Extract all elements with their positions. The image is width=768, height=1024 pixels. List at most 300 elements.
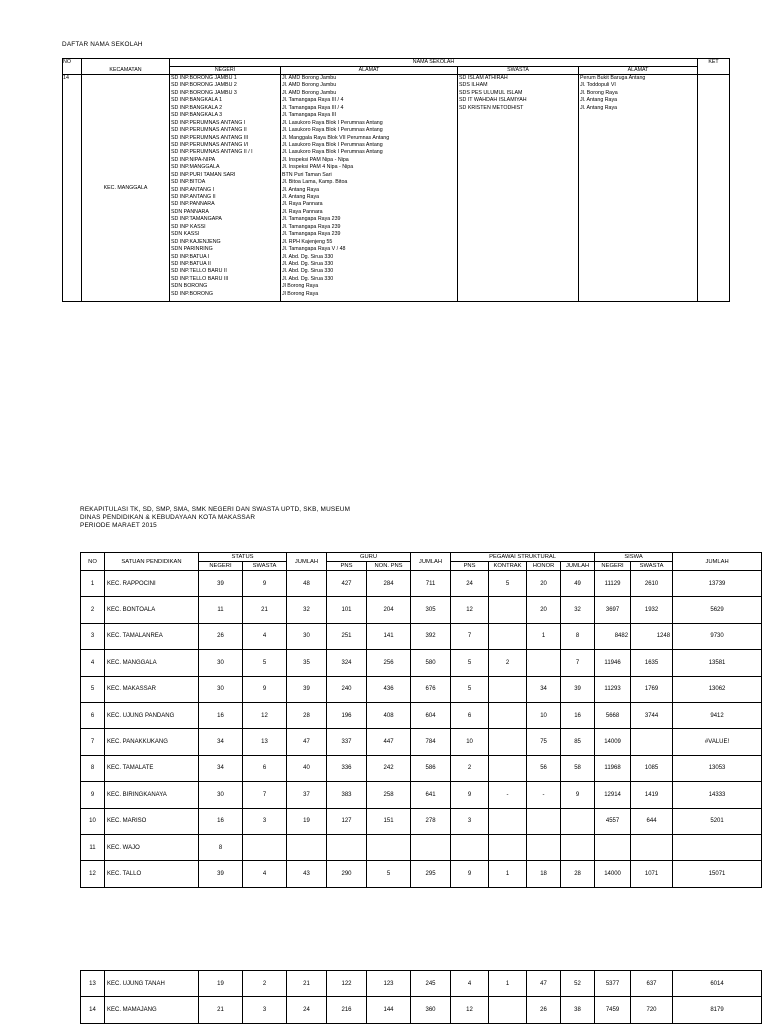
header-peg-pns: PNS <box>451 562 489 571</box>
status-negeri: 39 <box>199 861 243 887</box>
siswa-jumlah: 9412 <box>673 702 762 728</box>
pegawai-honor: 20 <box>527 597 561 623</box>
pegawai-kontrak <box>489 597 527 623</box>
header-peg-jumlah: JUMLAH <box>561 562 595 571</box>
guru-non-pns: 141 <box>367 623 411 649</box>
guru-non-pns: 204 <box>367 597 411 623</box>
siswa-swasta: 720 <box>631 997 673 1023</box>
row-no: 4 <box>81 650 105 676</box>
guru-jumlah <box>411 834 451 860</box>
pegawai-honor: - <box>527 782 561 808</box>
pegawai-kontrak: 5 <box>489 571 527 597</box>
header-siswa: SISWA <box>595 553 673 562</box>
negeri-address-item: Jl Borong Raya <box>282 290 319 297</box>
pegawai-kontrak <box>489 834 527 860</box>
negeri-address-item: Jl. RPH Kajenjeng 55 <box>282 238 333 245</box>
status-swasta <box>243 834 287 860</box>
negeri-school-item: SD INP.NIPA-NIPA <box>171 156 216 163</box>
negeri-school-item: SD INP.BATUA II <box>171 260 211 267</box>
header-guru-non-pns: NON. PNS <box>367 562 411 571</box>
guru-jumlah: 305 <box>411 597 451 623</box>
guru-pns: 251 <box>327 623 367 649</box>
negeri-address-item: Jl. Abd. Dg. Sirua 330 <box>282 275 334 282</box>
pegawai-honor <box>527 834 561 860</box>
negeri-school-item: SD INP.BANGKALA 1 <box>171 97 223 104</box>
status-negeri: 30 <box>199 676 243 702</box>
header-guru-pns: PNS <box>327 562 367 571</box>
ket-cell <box>698 75 730 302</box>
pegawai-kontrak: 1 <box>489 971 527 997</box>
swasta-address-item: Jl. Borong Raya <box>580 89 618 96</box>
negeri-address-item: Jl. AMD Borong Jambu <box>282 82 337 89</box>
pegawai-jumlah: 28 <box>561 861 595 887</box>
table-row <box>81 834 762 860</box>
siswa-negeri: 11293 <box>595 676 631 702</box>
table-row <box>81 971 762 997</box>
negeri-school-item: SD INP.PERUMNAS ANTANG I <box>171 119 246 126</box>
guru-jumlah: 245 <box>411 971 451 997</box>
pegawai-pns: 5 <box>451 676 489 702</box>
guru-jumlah: 586 <box>411 755 451 781</box>
recap-table <box>80 552 762 888</box>
row-no: 6 <box>81 702 105 728</box>
siswa-negeri: 11968 <box>595 755 631 781</box>
table-row <box>81 808 762 834</box>
status-jumlah: 19 <box>287 808 327 834</box>
row-no: 12 <box>81 861 105 887</box>
guru-pns: 101 <box>327 597 367 623</box>
negeri-school-item: SD INP.ANTANG II <box>171 194 216 200</box>
pegawai-jumlah: 49 <box>561 571 595 597</box>
school-unit-name: KEC. TAMALATE <box>105 755 199 781</box>
guru-jumlah: 604 <box>411 702 451 728</box>
negeri-school-item: SD INP.PERUMNAS ANTANG II <box>171 127 247 134</box>
status-swasta: 9 <box>243 676 287 702</box>
swasta-school-item: SD ISLAM ATHIRAH <box>459 75 508 81</box>
recap-table-continued <box>80 970 762 1024</box>
guru-non-pns: 258 <box>367 782 411 808</box>
negeri-address-item: Jl. Inspeksi PAM 4 Nipa - Nipa <box>282 164 354 171</box>
siswa-negeri: 4557 <box>595 808 631 834</box>
siswa-jumlah: 14333 <box>673 782 762 808</box>
status-negeri: 39 <box>199 571 243 597</box>
negeri-school-item: SD INP.BORONG JAMBU 1 <box>171 75 237 81</box>
guru-jumlah: 580 <box>411 650 451 676</box>
guru-non-pns <box>367 834 411 860</box>
header-nama-sekolah: NAMA SEKOLAH <box>170 59 698 67</box>
row-no: 3 <box>81 623 105 649</box>
table1-title: DAFTAR NAMA SEKOLAH <box>62 41 143 48</box>
negeri-address-item: Jl. Tamangapa Raya 239 <box>282 216 341 223</box>
negeri-school-item: SD INP.BANGKALA 2 <box>171 104 223 111</box>
status-jumlah: 43 <box>287 861 327 887</box>
pegawai-honor: 20 <box>527 571 561 597</box>
siswa-jumlah: 15071 <box>673 861 762 887</box>
siswa-swasta: 1769 <box>631 676 673 702</box>
status-swasta: 21 <box>243 597 287 623</box>
status-negeri: 34 <box>199 729 243 755</box>
school-unit-name: KEC. WAJO <box>105 834 199 860</box>
negeri-school-list <box>170 75 281 302</box>
swasta-school-list <box>458 75 579 302</box>
table-row <box>81 755 762 781</box>
pegawai-kontrak <box>489 997 527 1023</box>
guru-pns: 216 <box>327 997 367 1023</box>
header-siswa-jumlah: JUMLAH <box>673 553 762 571</box>
negeri-school-item: SD INP.BORONG JAMBU 3 <box>171 89 237 96</box>
pegawai-pns: 12 <box>451 997 489 1023</box>
negeri-school-item: SD INP.BORONG <box>171 290 213 297</box>
siswa-jumlah: 13739 <box>673 571 762 597</box>
title-line-2: DINAS PENDIDIKAN & KEBUDAYAAN KOTA MAKASSAR <box>80 514 256 521</box>
header-kecamatan: KECAMATAN <box>82 67 170 75</box>
pegawai-jumlah: 9 <box>561 782 595 808</box>
siswa-jumlah: 5629 <box>673 597 762 623</box>
siswa-jumlah: 5201 <box>673 808 762 834</box>
negeri-address-item: Jl. Tamangapa Raya 239 <box>282 223 341 230</box>
guru-pns: 290 <box>327 861 367 887</box>
pegawai-pns: 6 <box>451 702 489 728</box>
header-no: NO <box>81 553 105 571</box>
pegawai-honor <box>527 808 561 834</box>
status-swasta: 3 <box>243 808 287 834</box>
row-no: 11 <box>81 834 105 860</box>
siswa-negeri: 3697 <box>595 597 631 623</box>
school-unit-name: KEC. BIRINGKANAYA <box>105 782 199 808</box>
siswa-jumlah <box>673 834 762 860</box>
school-unit-name: KEC. TAMALANREA <box>105 623 199 649</box>
siswa-negeri: 14000 <box>595 861 631 887</box>
negeri-school-item: SD INP.BORONG JAMBU 2 <box>171 82 237 89</box>
row-no: 9 <box>81 782 105 808</box>
guru-pns: 196 <box>327 702 367 728</box>
negeri-address-item: Jl. Manggala Raya Blok VII Perumnas Antang <box>282 134 390 141</box>
siswa-negeri: 11129 <box>595 571 631 597</box>
negeri-school-item: SD INP.TAMANGAPA <box>171 216 222 223</box>
siswa-swasta <box>631 729 673 755</box>
row-no: 10 <box>81 808 105 834</box>
swasta-school-item: SD IT WAHDAH ISLAMIYAH <box>459 97 527 104</box>
pegawai-honor: 18 <box>527 861 561 887</box>
header-alamat-negeri: ALAMAT <box>281 67 458 75</box>
status-swasta: 2 <box>243 971 287 997</box>
row-no: 5 <box>81 676 105 702</box>
siswa-swasta: 3744 <box>631 702 673 728</box>
pegawai-jumlah: 52 <box>561 971 595 997</box>
guru-non-pns: 144 <box>367 997 411 1023</box>
table-row <box>81 676 762 702</box>
status-negeri: 30 <box>199 782 243 808</box>
row-no: 1 <box>81 571 105 597</box>
negeri-school-item: SD INP KASSI <box>171 223 206 230</box>
table-row <box>81 861 762 887</box>
table-row <box>81 997 762 1023</box>
school-unit-name: KEC. PANAKKUKANG <box>105 729 199 755</box>
negeri-address-item: Jl. Tamangapa Raya III / 4 <box>282 97 344 104</box>
pegawai-jumlah <box>561 808 595 834</box>
pegawai-kontrak <box>489 702 527 728</box>
pegawai-honor: 34 <box>527 676 561 702</box>
siswa-negeri: 11946 <box>595 650 631 676</box>
pegawai-pns: 2 <box>451 755 489 781</box>
status-jumlah: 35 <box>287 650 327 676</box>
siswa-negeri <box>595 834 631 860</box>
status-swasta: 3 <box>243 997 287 1023</box>
header-status-negeri: NEGERI <box>199 562 243 571</box>
pegawai-honor: 56 <box>527 755 561 781</box>
pegawai-kontrak <box>489 808 527 834</box>
table-row <box>81 782 762 808</box>
table-row <box>81 650 762 676</box>
status-swasta: 9 <box>243 571 287 597</box>
siswa-swasta: 1085 <box>631 755 673 781</box>
negeri-school-item: SD INP.KAJENJENG <box>171 238 221 245</box>
pegawai-jumlah: 7 <box>561 650 595 676</box>
negeri-address-item: Jl. Abd. Dg. Sirua 330 <box>282 253 334 260</box>
negeri-school-item: SD INP.PERUMNAS ANTANG III <box>171 134 249 141</box>
negeri-school-item: SDN KASSI <box>171 231 200 238</box>
status-jumlah: 48 <box>287 571 327 597</box>
guru-jumlah: 295 <box>411 861 451 887</box>
siswa-negeri: 14009 <box>595 729 631 755</box>
status-jumlah: 40 <box>287 755 327 781</box>
status-jumlah: 47 <box>287 729 327 755</box>
swasta-school-item: SDS ILHAM <box>459 82 488 89</box>
status-jumlah: 32 <box>287 597 327 623</box>
swasta-address-list <box>579 75 698 302</box>
header-status: STATUS <box>199 553 287 562</box>
pegawai-jumlah: 38 <box>561 997 595 1023</box>
pegawai-jumlah: 39 <box>561 676 595 702</box>
negeri-address-item: Jl. Raya Pannara <box>282 201 323 208</box>
siswa-negeri: 7459 <box>595 997 631 1023</box>
negeri-address-item: Jl. AMD Borong Jambu <box>282 89 337 96</box>
guru-non-pns: 408 <box>367 702 411 728</box>
guru-non-pns: 242 <box>367 755 411 781</box>
header-guru: GURU <box>327 553 411 562</box>
pegawai-jumlah: 32 <box>561 597 595 623</box>
row-no: 14 <box>63 75 82 302</box>
guru-jumlah: 392 <box>411 623 451 649</box>
guru-jumlah: 360 <box>411 997 451 1023</box>
table-row <box>81 597 762 623</box>
school-unit-name: KEC. TALLO <box>105 861 199 887</box>
siswa-jumlah: 6014 <box>673 971 762 997</box>
status-swasta: 5 <box>243 650 287 676</box>
table-row <box>81 571 762 597</box>
pegawai-kontrak <box>489 729 527 755</box>
siswa-jumlah: #VALUE! <box>673 729 762 755</box>
negeri-address-item: Jl. Abd. Dg. Sirua 330 <box>282 268 334 275</box>
status-jumlah: 37 <box>287 782 327 808</box>
negeri-address-item: Jl. Raya Pannara <box>282 208 323 215</box>
pegawai-pns: 24 <box>451 571 489 597</box>
negeri-school-item: SD INP.PANNARA <box>171 201 215 208</box>
header-siswa-negeri: NEGERI <box>595 562 631 571</box>
guru-pns: 427 <box>327 571 367 597</box>
negeri-school-item: SD INP.PERUMNAS ANTANG II / I <box>171 149 253 156</box>
siswa-swasta: 644 <box>631 808 673 834</box>
guru-pns: 240 <box>327 676 367 702</box>
siswa-swasta: 1071 <box>631 861 673 887</box>
status-swasta: 12 <box>243 702 287 728</box>
negeri-school-item: SD INP.ANTANG I <box>171 186 215 193</box>
pegawai-jumlah <box>561 834 595 860</box>
guru-jumlah: 278 <box>411 808 451 834</box>
header-alamat-swasta: ALAMAT <box>579 67 698 75</box>
guru-pns: 127 <box>327 808 367 834</box>
siswa-negeri: 8482 <box>595 623 631 649</box>
negeri-school-item: SD INP.BITOA <box>171 179 206 186</box>
status-jumlah: 39 <box>287 676 327 702</box>
header-jumlah: JUMLAH <box>287 553 327 571</box>
swasta-address-item: Perum Bukit Baruga Antang <box>580 75 646 81</box>
guru-non-pns: 256 <box>367 650 411 676</box>
row-no: 14 <box>81 997 105 1023</box>
negeri-address-item: Jl. AMD Borong Jambu <box>282 75 337 81</box>
header-ket: KET <box>698 59 730 67</box>
guru-non-pns: 123 <box>367 971 411 997</box>
siswa-swasta: 2610 <box>631 571 673 597</box>
negeri-school-item: SD INP.BANGKALA 3 <box>171 112 223 119</box>
pegawai-jumlah: 16 <box>561 702 595 728</box>
status-negeri: 21 <box>199 997 243 1023</box>
pegawai-kontrak <box>489 676 527 702</box>
siswa-swasta <box>631 834 673 860</box>
pegawai-jumlah: 85 <box>561 729 595 755</box>
status-negeri: 30 <box>199 650 243 676</box>
status-jumlah: 30 <box>287 623 327 649</box>
negeri-address-item: Jl. Tamangapa Raya 239 <box>282 231 341 238</box>
guru-pns: 324 <box>327 650 367 676</box>
title-line-3: PERIODE MARAET 2015 <box>80 522 157 529</box>
school-unit-name: KEC. UJUNG PANDANG <box>105 702 199 728</box>
header-satuan: SATUAN PENDIDIKAN <box>105 553 199 571</box>
negeri-address-item: Jl. Inspeksi PAM Nipa - Nipa <box>282 156 349 163</box>
status-swasta: 13 <box>243 729 287 755</box>
row-no: 7 <box>81 729 105 755</box>
negeri-address-item: Jl. Lasukoro Raya Blok I Perumnas Antang <box>282 127 383 134</box>
pegawai-honor <box>527 650 561 676</box>
negeri-school-item: SD INP.MANGGALA <box>171 164 220 171</box>
pegawai-honor: 1 <box>527 623 561 649</box>
status-jumlah: 24 <box>287 997 327 1023</box>
negeri-address-item: Jl. Lasukoro Raya Blok I Perumnas Antang <box>282 119 383 126</box>
header-negeri: NEGERI <box>170 67 281 75</box>
negeri-school-item: SDN PARINRING <box>171 246 213 253</box>
pegawai-honor: 47 <box>527 971 561 997</box>
header-honor: HONOR <box>527 562 561 571</box>
table-row <box>81 623 762 649</box>
guru-jumlah: 784 <box>411 729 451 755</box>
title-line-1: REKAPITULASI TK, SD, SMP, SMA, SMK NEGERI DAN SWASTA UPTD, SKB, MUSEUM <box>80 506 351 513</box>
negeri-address-item: Jl. Tamangapa Raya III / 4 <box>282 104 344 111</box>
header-siswa-swasta: SWASTA <box>631 562 673 571</box>
guru-non-pns: 447 <box>367 729 411 755</box>
school-unit-name: KEC. BONTOALA <box>105 597 199 623</box>
pegawai-kontrak <box>489 623 527 649</box>
siswa-swasta: 1932 <box>631 597 673 623</box>
pegawai-pns: 5 <box>451 650 489 676</box>
pegawai-kontrak <box>489 755 527 781</box>
guru-non-pns: 5 <box>367 861 411 887</box>
siswa-jumlah: 13581 <box>673 650 762 676</box>
pegawai-pns: 3 <box>451 808 489 834</box>
status-jumlah: 21 <box>287 971 327 997</box>
negeri-address-item: Jl. Lasukoro Raya Blok I Perumnas Antang <box>282 149 383 156</box>
school-list-table <box>62 58 730 302</box>
swasta-address-item: Jl. Antang Raya <box>580 97 618 104</box>
table-row <box>81 702 762 728</box>
guru-pns: 336 <box>327 755 367 781</box>
pegawai-pns: 10 <box>451 729 489 755</box>
negeri-school-item: SD INP.BATUA I <box>171 253 210 260</box>
guru-jumlah: 641 <box>411 782 451 808</box>
siswa-negeri: 5377 <box>595 971 631 997</box>
table-row <box>81 729 762 755</box>
pegawai-honor: 75 <box>527 729 561 755</box>
siswa-negeri: 12914 <box>595 782 631 808</box>
negeri-address-item: Jl. Lasukoro Raya Blok I Perumnas Antang <box>282 141 383 148</box>
guru-pns <box>327 834 367 860</box>
table2-title <box>80 506 350 530</box>
guru-non-pns: 284 <box>367 571 411 597</box>
negeri-school-item: SDN BORONG <box>171 283 208 290</box>
negeri-school-item: SD INP.TELLO BARU II <box>171 268 227 275</box>
siswa-swasta: 1248 <box>631 623 673 649</box>
school-unit-name: KEC. MARISO <box>105 808 199 834</box>
pegawai-kontrak: 1 <box>489 861 527 887</box>
status-swasta: 4 <box>243 623 287 649</box>
negeri-address-item: Jl. Antang Raya <box>282 186 320 193</box>
guru-jumlah: 711 <box>411 571 451 597</box>
status-swasta: 7 <box>243 782 287 808</box>
header-no: NO <box>63 59 82 67</box>
siswa-jumlah: 8179 <box>673 997 762 1023</box>
negeri-address-item: BTN Puri Taman Sari <box>282 171 332 178</box>
row-no: 13 <box>81 971 105 997</box>
status-swasta: 4 <box>243 861 287 887</box>
siswa-jumlah: 13062 <box>673 676 762 702</box>
negeri-school-item: SDN PANNARA <box>171 208 209 215</box>
negeri-address-list <box>281 75 458 302</box>
status-negeri: 16 <box>199 702 243 728</box>
kecamatan-cell: KEC. MANGGALA <box>82 75 170 302</box>
guru-non-pns: 151 <box>367 808 411 834</box>
pegawai-pns <box>451 834 489 860</box>
pegawai-jumlah: 8 <box>561 623 595 649</box>
school-unit-name: KEC. MAMAJANG <box>105 997 199 1023</box>
swasta-address-item: Jl. Antang Raya <box>580 104 618 111</box>
negeri-school-item: SD INP.TELLO BARU III <box>171 275 229 282</box>
pegawai-pns: 9 <box>451 782 489 808</box>
status-swasta: 6 <box>243 755 287 781</box>
pegawai-pns: 9 <box>451 861 489 887</box>
school-unit-name: KEC. MAKASSAR <box>105 676 199 702</box>
negeri-address-item: Jl. Antang Raya <box>282 194 320 200</box>
row-no: 8 <box>81 755 105 781</box>
swasta-school-item: SDS PES ULUMUL ISLAM <box>459 89 523 96</box>
negeri-school-item: SD INP.PERUMNAS ANTANG I/I <box>171 141 249 148</box>
negeri-address-item: Jl Borong Raya <box>282 283 319 290</box>
pegawai-honor: 26 <box>527 997 561 1023</box>
status-negeri: 11 <box>199 597 243 623</box>
negeri-school-item: SD INP.PURI TAMAN SARI <box>171 171 236 178</box>
row-no: 2 <box>81 597 105 623</box>
guru-pns: 383 <box>327 782 367 808</box>
header-status-swasta: SWASTA <box>243 562 287 571</box>
pegawai-pns: 7 <box>451 623 489 649</box>
